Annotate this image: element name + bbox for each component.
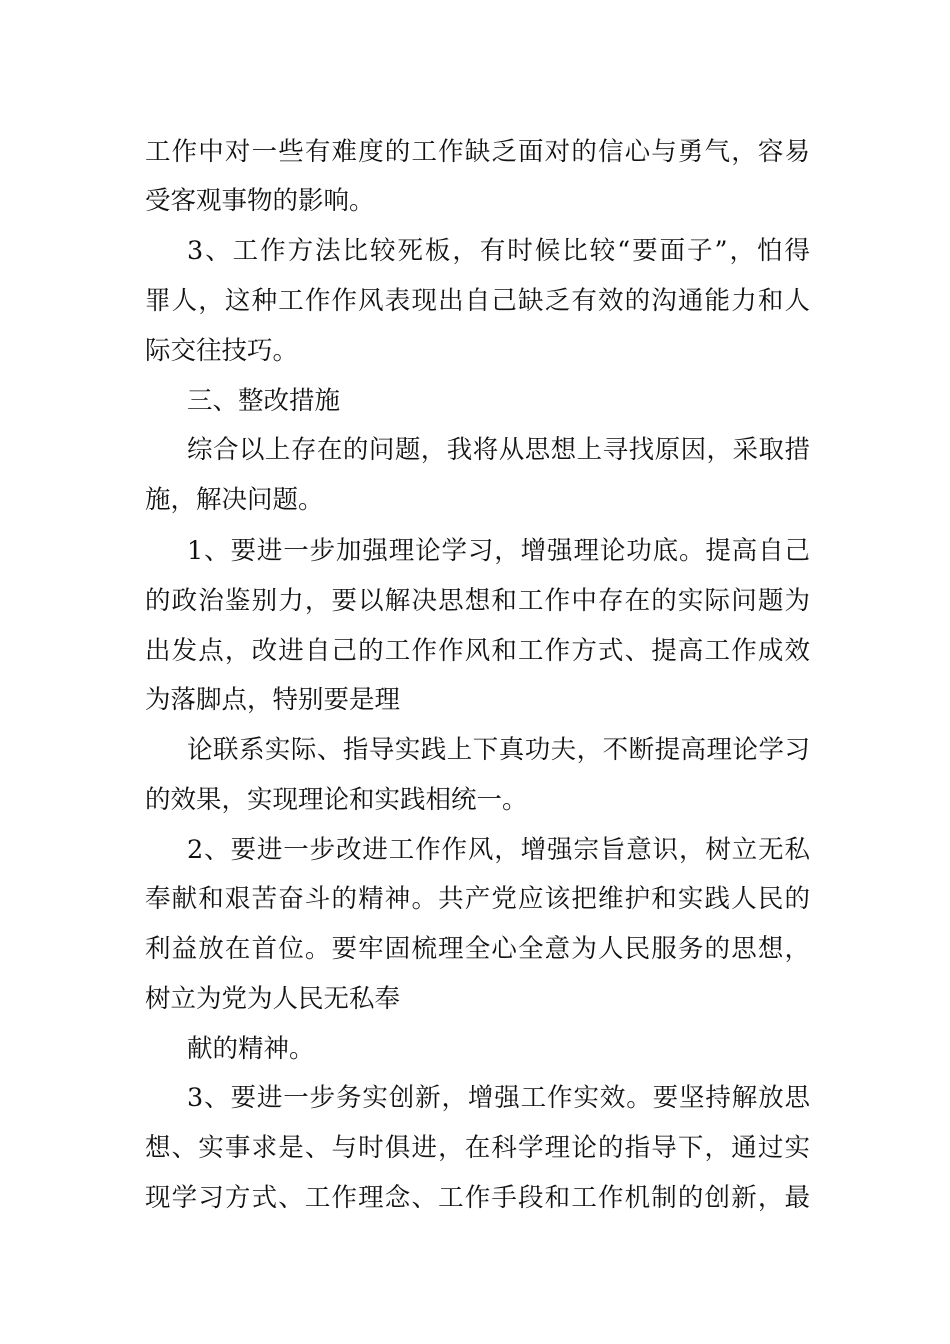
text-line-19: 献的精神。 <box>187 1034 315 1064</box>
text-line-18: 树立为党为人民无私奉 <box>145 984 401 1014</box>
text-line-7: 综合以上存在的问题，我将从思想上寻找原因，采取措 <box>187 435 810 465</box>
text-line-22: 现学习方式、工作理念、工作手段和工作机制的创新，最 <box>145 1183 810 1213</box>
text-line-14: 的效果，实现理论和实践相统一。 <box>145 785 528 815</box>
text-line-2: 受客观事物的影响。 <box>145 186 375 216</box>
text-line-1: 工作中对一些有难度的工作缺乏面对的信心与勇气，容易 <box>145 137 810 167</box>
text-line-13: 论联系实际、指导实践上下真功夫，不断提高理论学习 <box>187 735 810 765</box>
text-line-5: 际交往技巧。 <box>145 336 299 366</box>
text-line-9: 1、要进一步加强理论学习，增强理论功底。提高自己 <box>187 536 810 566</box>
text-line-16: 奉献和艰苦奋斗的精神。共产党应该把维护和实践人民的 <box>145 884 810 914</box>
text-line-21: 想、实事求是、与时俱进，在科学理论的指导下，通过实 <box>145 1133 810 1163</box>
text-line-11: 出发点，改进自己的工作作风和工作方式、提高工作成效 <box>145 636 810 666</box>
text-line-20: 3、要进一步务实创新，增强工作实效。要坚持解放思 <box>187 1083 810 1113</box>
text-line-10: 的政治鉴别力，要以解决思想和工作中存在的实际问题为 <box>145 586 810 616</box>
text-line-17: 利益放在首位。要牢固梳理全心全意为人民服务的思想， <box>145 934 810 964</box>
text-line-3: 3、工作方法比较死板，有时候比较“要面子”，怕得 <box>187 236 810 266</box>
text-line-4: 罪人，这种工作作风表现出自己缺乏有效的沟通能力和人 <box>145 286 810 316</box>
text-line-8: 施，解决问题。 <box>145 485 324 515</box>
text-line-15: 2、要进一步改进工作作风，增强宗旨意识，树立无私 <box>187 835 810 865</box>
section-heading: 三、整改措施 <box>187 386 341 416</box>
text-line-12: 为落脚点，特别要是理 <box>145 685 401 715</box>
